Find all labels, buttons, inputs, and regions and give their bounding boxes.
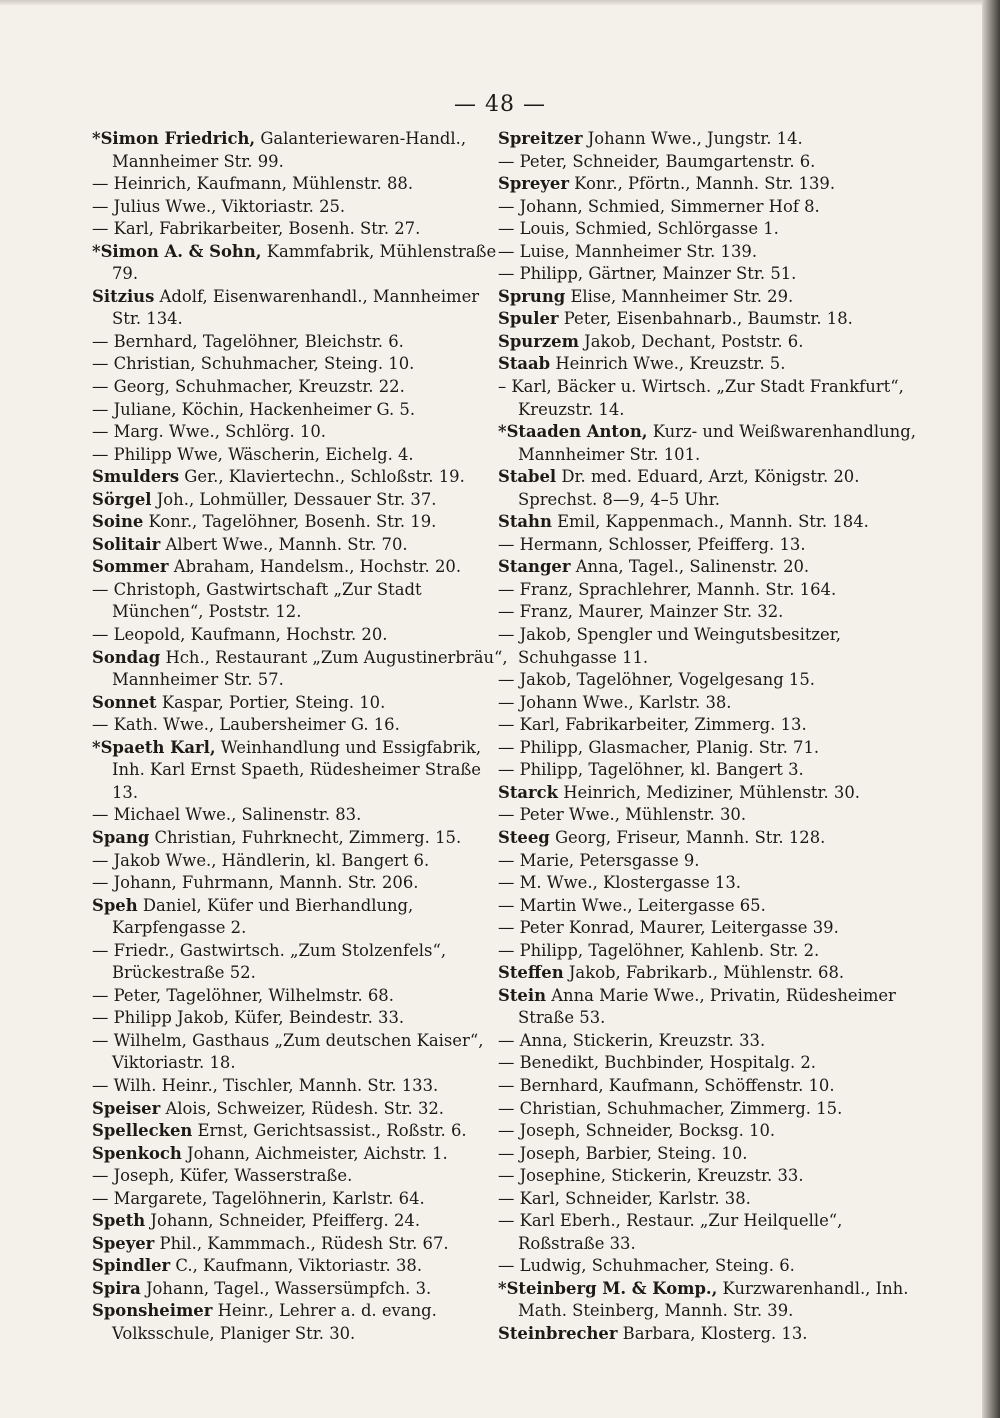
entry-surname: Sommer bbox=[92, 557, 169, 577]
entry-details: Galanteriewaren-Handl., Mannheimer Str. 99. bbox=[112, 129, 467, 171]
entry-details: — Ludwig, Schuhmacher, Steing. 6. bbox=[498, 1256, 795, 1276]
directory-entry bbox=[92, 556, 512, 579]
entry-details: Hch., Restaurant „Zum Augustinerbräu“, Mannheimer Str. 57. bbox=[112, 647, 508, 690]
entry-details: Konr., Tagelöhner, Bosenh. Str. 19. bbox=[143, 512, 437, 532]
directory-entry bbox=[498, 782, 918, 805]
entry-details: — Anna, Stickerin, Kreuzstr. 33. bbox=[498, 1030, 766, 1050]
entry-details: Jakob, Dechant, Poststr. 6. bbox=[578, 331, 804, 351]
directory-entry bbox=[498, 579, 918, 602]
directory-entry bbox=[92, 218, 512, 241]
directory-entry bbox=[498, 353, 918, 376]
entry-surname: Sörgel bbox=[92, 489, 152, 509]
entry-surname: Speyer bbox=[92, 1233, 155, 1253]
directory-entry bbox=[498, 218, 918, 241]
entry-details: — Philipp, Tagelöhner, kl. Bangert 3. bbox=[498, 760, 804, 780]
directory-entry bbox=[498, 1098, 918, 1121]
directory-entry bbox=[498, 173, 918, 196]
directory-entry bbox=[498, 196, 918, 219]
entry-surname: Solitair bbox=[92, 534, 161, 554]
entry-surname: Spindler bbox=[92, 1256, 171, 1276]
entry-details: Dr. med. Eduard, Arzt, Königstr. 20. Sprechst. 8—9, 4–5 Uhr. bbox=[518, 467, 860, 509]
entry-details: Anna Marie Wwe., Privatin, Rüdesheimer Straße 53. bbox=[518, 985, 896, 1028]
entry-details: — Johann, Schmied, Simmerner Hof 8. bbox=[498, 196, 820, 216]
page-binding-edge bbox=[982, 0, 1000, 1418]
directory-entry bbox=[498, 917, 918, 940]
entry-details: Heinr., Lehrer a. d. evang. Volksschule, Planiger Str. 30. bbox=[112, 1301, 437, 1343]
entry-details: Anna, Tagel., Salinenstr. 20. bbox=[570, 557, 810, 577]
entry-details: — Marie, Petersgasse 9. bbox=[498, 850, 700, 870]
directory-entry bbox=[92, 399, 512, 422]
entry-details: Heinrich Wwe., Kreuzstr. 5. bbox=[550, 354, 786, 374]
entry-details: — Benedikt, Buchbinder, Hospitalg. 2. bbox=[498, 1053, 817, 1073]
directory-entry bbox=[92, 579, 512, 624]
entry-details: — Karl Eberh., Restaur. „Zur Heilquelle“, Roßstraße 33. bbox=[498, 1211, 843, 1253]
entry-details: — Christian, Schuhmacher, Steing. 10. bbox=[92, 354, 415, 374]
entry-details: Heinrich, Mediziner, Mühlenstr. 30. bbox=[558, 782, 860, 802]
entry-details: Johann, Schneider, Pfeifferg. 24. bbox=[145, 1211, 421, 1231]
entry-details: – Karl, Bäcker u. Wirtsch. „Zur Stadt Frankfurt“, Kreuzstr. 14. bbox=[498, 377, 904, 419]
directory-entry bbox=[498, 286, 918, 309]
directory-entry bbox=[498, 376, 918, 421]
entry-details: — Georg, Schuhmacher, Kreuzstr. 22. bbox=[92, 377, 405, 397]
directory-entry bbox=[92, 647, 512, 692]
entry-surname: *Spaeth Karl, bbox=[92, 737, 216, 757]
entry-details: Albert Wwe., Mannh. Str. 70. bbox=[160, 534, 408, 554]
directory-entry bbox=[92, 624, 512, 647]
entry-details: — Bernhard, Kaufmann, Schöffenstr. 10. bbox=[498, 1075, 835, 1095]
entry-details: — Juliane, Köchin, Hackenheimer G. 5. bbox=[92, 399, 416, 419]
directory-entry bbox=[92, 173, 512, 196]
directory-entry bbox=[92, 1098, 512, 1121]
entry-surname: Spenkoch bbox=[92, 1143, 182, 1163]
entry-details: — Wilh. Heinr., Tischler, Mannh. Str. 133. bbox=[92, 1075, 439, 1095]
entry-details: Kurzwarenhandl., Inh. Math. Steinberg, Mannh. Str. 39. bbox=[518, 1278, 909, 1321]
directory-entry bbox=[498, 872, 918, 895]
entry-details: — Margarete, Tagelöhnerin, Karlstr. 64. bbox=[92, 1188, 425, 1208]
directory-entry bbox=[92, 895, 512, 940]
directory-entry bbox=[92, 1030, 512, 1075]
directory-entry bbox=[498, 1165, 918, 1188]
directory-entry bbox=[498, 151, 918, 174]
entry-details: — M. Wwe., Klostergasse 13. bbox=[498, 873, 741, 893]
entry-surname: Stanger bbox=[498, 557, 571, 577]
entry-details: — Louis, Schmied, Schlörgasse 1. bbox=[498, 219, 779, 239]
entry-details: — Peter, Schneider, Baumgartenstr. 6. bbox=[498, 151, 816, 171]
directory-entry bbox=[92, 985, 512, 1008]
entry-details: — Philipp, Glasmacher, Planig. Str. 71. bbox=[498, 737, 820, 757]
entry-surname: Sonnet bbox=[92, 692, 157, 712]
entry-details: — Franz, Maurer, Mainzer Str. 32. bbox=[498, 602, 784, 622]
entry-details: — Julius Wwe., Viktoriastr. 25. bbox=[92, 196, 346, 216]
directory-entry bbox=[92, 511, 512, 534]
directory-entry bbox=[498, 1323, 918, 1346]
entry-details: Adolf, Eisenwarenhandl., Mannheimer Str. 134. bbox=[112, 286, 480, 329]
entry-details: — Christoph, Gastwirtschaft „Zur Stadt München“, Poststr. 12. bbox=[92, 579, 422, 622]
directory-entry bbox=[92, 1165, 512, 1188]
directory-entry bbox=[498, 827, 918, 850]
directory-entry bbox=[92, 940, 512, 985]
directory-entry bbox=[498, 241, 918, 264]
directory-entry bbox=[498, 940, 918, 963]
directory-entry bbox=[498, 1188, 918, 1211]
directory-entry bbox=[498, 263, 918, 286]
entry-details: Daniel, Küfer und Bierhandlung, Karpfengasse 2. bbox=[112, 895, 414, 938]
directory-entry bbox=[92, 534, 512, 557]
directory-entry bbox=[92, 196, 512, 219]
entry-details: — Philipp, Tagelöhner, Kahlenb. Str. 2. bbox=[498, 940, 820, 960]
entry-surname: Speh bbox=[92, 895, 138, 915]
entry-surname: *Simon Friedrich, bbox=[92, 129, 256, 148]
entry-surname: Spellecken bbox=[92, 1121, 193, 1141]
directory-entry bbox=[498, 511, 918, 534]
directory-entry bbox=[498, 759, 918, 782]
entry-surname: Spurzem bbox=[498, 331, 579, 351]
entry-surname: *Steinberg M. & Komp., bbox=[498, 1278, 718, 1298]
entry-details: — Karl, Schneider, Karlstr. 38. bbox=[498, 1188, 751, 1208]
entry-details: Peter, Eisenbahnarb., Baumstr. 18. bbox=[558, 309, 853, 329]
directory-entry bbox=[498, 1120, 918, 1143]
entry-details: Johann Wwe., Jungstr. 14. bbox=[582, 129, 803, 148]
directory-entry bbox=[92, 331, 512, 354]
entry-surname: Spira bbox=[92, 1278, 141, 1298]
directory-entry bbox=[92, 376, 512, 399]
directory-entry bbox=[498, 895, 918, 918]
entry-details: — Wilhelm, Gasthaus „Zum deutschen Kaiser“, Viktoriastr. 18. bbox=[92, 1030, 484, 1073]
directory-entry bbox=[92, 1300, 512, 1345]
entry-surname: Steeg bbox=[498, 827, 550, 847]
entry-surname: Starck bbox=[498, 782, 559, 802]
directory-entry bbox=[92, 827, 512, 850]
directory-entry bbox=[92, 1278, 512, 1301]
directory-entry bbox=[92, 241, 512, 286]
directory-entry bbox=[498, 714, 918, 737]
entry-details: — Franz, Sprachlehrer, Mannh. Str. 164. bbox=[498, 579, 837, 599]
entry-details: Johann, Tagel., Wassersümpfch. 3. bbox=[140, 1278, 432, 1298]
entry-details: Alois, Schweizer, Rüdesh. Str. 32. bbox=[160, 1098, 445, 1118]
directory-entry bbox=[498, 1278, 918, 1323]
entry-surname: Staab bbox=[498, 354, 551, 374]
entry-details: C., Kaufmann, Viktoriastr. 38. bbox=[170, 1256, 423, 1276]
directory-entry bbox=[498, 308, 918, 331]
entry-details: — Philipp Wwe, Wäscherin, Eichelg. 4. bbox=[92, 444, 414, 464]
entry-details: — Friedr., Gastwirtsch. „Zum Stolzenfels“, Brückestraße 52. bbox=[92, 940, 447, 983]
entry-details: Ger., Klaviertechn., Schloßstr. 19. bbox=[179, 467, 465, 487]
directory-entry bbox=[92, 714, 512, 737]
entry-surname: Sprung bbox=[498, 286, 566, 306]
entry-surname: Speiser bbox=[92, 1098, 161, 1118]
entry-details: Konr., Pförtn., Mannh. Str. 139. bbox=[568, 174, 836, 194]
entry-details: — Bernhard, Tagelöhner, Bleichstr. 6. bbox=[92, 331, 404, 351]
entry-surname: Steffen bbox=[498, 963, 564, 983]
directory-entry bbox=[92, 850, 512, 873]
entry-details: Weinhandlung und Essigfabrik, Inh. Karl Ernst Spaeth, Rüdesheimer Straße 13. bbox=[112, 737, 482, 802]
entry-surname: Stein bbox=[498, 985, 546, 1005]
directory-entry bbox=[498, 1210, 918, 1255]
directory-entry bbox=[498, 985, 918, 1030]
entry-details: — Christian, Schuhmacher, Zimmerg. 15. bbox=[498, 1098, 843, 1118]
directory-entry bbox=[92, 1120, 512, 1143]
entry-details: — Karl, Fabrikarbeiter, Bosenh. Str. 27. bbox=[92, 219, 421, 239]
entry-details: — Joseph, Barbier, Steing. 10. bbox=[498, 1143, 748, 1163]
entry-details: — Hermann, Schlosser, Pfeifferg. 13. bbox=[498, 534, 806, 554]
entry-details: — Johann Wwe., Karlstr. 38. bbox=[498, 692, 732, 712]
entry-details: — Josephine, Stickerin, Kreuzstr. 33. bbox=[498, 1166, 804, 1186]
entry-details: — Kath. Wwe., Laubersheimer G. 16. bbox=[92, 715, 400, 735]
directory-entry bbox=[498, 1030, 918, 1053]
entry-surname: Spreyer bbox=[498, 174, 569, 194]
entry-details: — Michael Wwe., Salinenstr. 83. bbox=[92, 805, 362, 825]
entry-details: Kaspar, Portier, Steing. 10. bbox=[156, 692, 386, 712]
directory-entry bbox=[92, 489, 512, 512]
entry-details: Elise, Mannheimer Str. 29. bbox=[565, 286, 794, 306]
directory-entry bbox=[498, 1255, 918, 1278]
directory-entry bbox=[92, 466, 512, 489]
entry-details: Barbara, Klosterg. 13. bbox=[617, 1323, 808, 1343]
directory-entry bbox=[92, 1210, 512, 1233]
entry-details: — Peter Konrad, Maurer, Leitergasse 39. bbox=[498, 918, 839, 938]
directory-entry bbox=[92, 444, 512, 467]
entry-details: Ernst, Gerichtsassist., Roßstr. 6. bbox=[192, 1121, 467, 1141]
directory-entry bbox=[498, 1075, 918, 1098]
entry-details: — Jakob Wwe., Händlerin, kl. Bangert 6. bbox=[92, 850, 430, 870]
entry-details: Kurz- und Weißwarenhandlung, Mannheimer Str. 101. bbox=[518, 422, 916, 464]
entry-surname: Soine bbox=[92, 512, 144, 532]
entry-details: — Luise, Mannheimer Str. 139. bbox=[498, 241, 758, 261]
directory-entry bbox=[92, 1143, 512, 1166]
entry-details: Joh., Lohmüller, Dessauer Str. 37. bbox=[151, 489, 437, 509]
directory-entry bbox=[498, 1052, 918, 1075]
directory-entry bbox=[498, 692, 918, 715]
entry-surname: Sitzius bbox=[92, 286, 155, 306]
directory-entry bbox=[498, 737, 918, 760]
entry-details: — Jakob, Tagelöhner, Vogelgesang 15. bbox=[498, 670, 815, 690]
entry-details: — Jakob, Spengler und Weingutsbesitzer, Schuhgasse 11. bbox=[498, 625, 841, 667]
entry-details: — Joseph, Küfer, Wasserstraße. bbox=[92, 1166, 353, 1186]
directory-entry bbox=[92, 737, 512, 805]
entry-details: Phil., Kammmach., Rüdesh Str. 67. bbox=[154, 1233, 449, 1253]
directory-entry bbox=[498, 962, 918, 985]
entry-details: — Johann, Fuhrmann, Mannh. Str. 206. bbox=[92, 873, 419, 893]
directory-entry bbox=[92, 1255, 512, 1278]
entry-details: Johann, Aichmeister, Aichstr. 1. bbox=[181, 1143, 448, 1163]
page-top-shadow bbox=[0, 0, 1000, 6]
directory-entry bbox=[498, 1143, 918, 1166]
left-column bbox=[92, 128, 512, 1346]
entry-details: Abraham, Handelsm., Hochstr. 20. bbox=[168, 557, 462, 577]
directory-entry bbox=[92, 421, 512, 444]
directory-entry bbox=[92, 353, 512, 376]
directory-entry bbox=[498, 624, 918, 669]
entry-details: — Philipp Jakob, Küfer, Beindestr. 33. bbox=[92, 1008, 405, 1028]
directory-entry bbox=[498, 804, 918, 827]
entry-surname: Smulders bbox=[92, 467, 180, 487]
page-number: — 48 — bbox=[454, 92, 546, 117]
entry-details: — Joseph, Schneider, Bocksg. 10. bbox=[498, 1121, 776, 1141]
directory-entry bbox=[498, 850, 918, 873]
directory-entry bbox=[498, 128, 918, 151]
entry-details: Georg, Friseur, Mannh. Str. 128. bbox=[549, 827, 826, 847]
entry-details: Jakob, Fabrikarb., Mühlenstr. 68. bbox=[563, 963, 845, 983]
entry-details: — Peter, Tagelöhner, Wilhelmstr. 68. bbox=[92, 985, 394, 1005]
directory-entry bbox=[92, 692, 512, 715]
entry-surname: Spreitzer bbox=[498, 129, 583, 148]
directory-entry bbox=[92, 128, 512, 173]
entry-surname: Sponsheimer bbox=[92, 1301, 213, 1321]
directory-entry bbox=[498, 534, 918, 557]
directory-entry bbox=[92, 1007, 512, 1030]
entry-details: — Karl, Fabrikarbeiter, Zimmerg. 13. bbox=[498, 715, 807, 735]
directory-entry bbox=[92, 286, 512, 331]
right-column bbox=[498, 128, 918, 1346]
directory-entry bbox=[92, 872, 512, 895]
entry-details: — Leopold, Kaufmann, Hochstr. 20. bbox=[92, 625, 388, 645]
entry-surname: Stabel bbox=[498, 467, 557, 487]
directory-entry bbox=[498, 601, 918, 624]
entry-surname: Stahn bbox=[498, 512, 552, 532]
directory-entry bbox=[92, 1233, 512, 1256]
entry-surname: Spang bbox=[92, 827, 150, 847]
entry-surname: *Staaden Anton, bbox=[498, 422, 648, 442]
entry-details: Kammfabrik, Mühlenstraße 79. bbox=[112, 241, 497, 284]
entry-details: Emil, Kappenmach., Mannh. Str. 184. bbox=[551, 512, 869, 532]
entry-details: — Philipp, Gärtner, Mainzer Str. 51. bbox=[498, 264, 797, 284]
directory-entry bbox=[92, 1075, 512, 1098]
entry-surname: Spuler bbox=[498, 309, 559, 329]
entry-details: Christian, Fuhrknecht, Zimmerg. 15. bbox=[149, 827, 462, 847]
entry-details: — Heinrich, Kaufmann, Mühlenstr. 88. bbox=[92, 174, 414, 194]
directory-entry bbox=[498, 466, 918, 511]
entry-surname: *Simon A. & Sohn, bbox=[92, 241, 262, 261]
entry-details: — Peter Wwe., Mühlenstr. 30. bbox=[498, 805, 747, 825]
entry-surname: Speth bbox=[92, 1211, 146, 1231]
directory-entry bbox=[498, 669, 918, 692]
entry-surname: Sondag bbox=[92, 647, 161, 667]
entry-surname: Steinbrecher bbox=[498, 1323, 618, 1343]
entry-details: — Marg. Wwe., Schlörg. 10. bbox=[92, 422, 326, 442]
directory-entry bbox=[92, 804, 512, 827]
directory-entry bbox=[498, 421, 918, 466]
directory-entry bbox=[498, 331, 918, 354]
directory-entry bbox=[498, 556, 918, 579]
entry-details: — Martin Wwe., Leitergasse 65. bbox=[498, 895, 766, 915]
directory-entry bbox=[92, 1188, 512, 1211]
